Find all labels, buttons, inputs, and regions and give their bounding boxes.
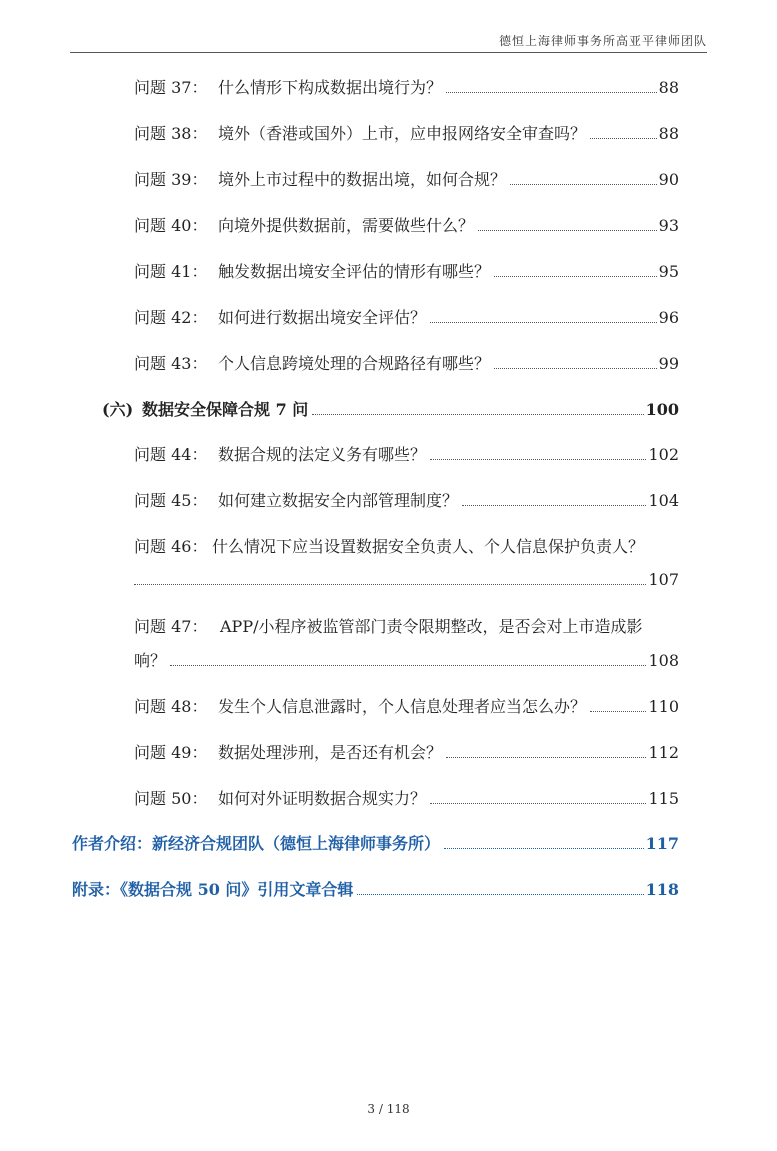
running-header: 德恒上海律师事务所高亚平律师团队: [498, 34, 707, 48]
toc-title: 向境外提供数据前，需要做些什么？: [218, 216, 475, 235]
dot-leader: [478, 229, 657, 231]
toc-page: 90: [658, 170, 679, 189]
toc-page: 118: [645, 880, 679, 899]
toc-title: 数据合规的法定义务有哪些？: [218, 445, 427, 464]
toc-title-continued: 响？: [134, 651, 167, 670]
toc-entry-q37[interactable]: [134, 78, 679, 98]
toc-page: 99: [658, 354, 679, 373]
toc-entry-q46-line1[interactable]: [134, 537, 679, 557]
toc-number: (六): [102, 400, 134, 419]
toc-entry-q38[interactable]: [134, 124, 679, 144]
dot-leader: [494, 367, 657, 369]
toc-entry-q46-line2[interactable]: [134, 570, 679, 590]
dot-leader: [430, 321, 657, 323]
toc-page: 95: [658, 262, 679, 281]
toc-number: 问题 42：: [134, 308, 208, 327]
toc-title: 境外（香港或国外）上市，应申报网络安全审查吗？: [218, 124, 587, 143]
toc-page: 104: [648, 491, 679, 510]
toc-number: 问题 46：: [134, 537, 208, 556]
page-indicator: 3 / 118: [367, 1102, 410, 1116]
dot-leader: [134, 583, 646, 585]
toc-title: 什么情形下构成数据出境行为？: [218, 78, 443, 97]
toc-entry-q42[interactable]: [134, 308, 679, 328]
dot-leader: [446, 91, 657, 93]
toc-page: 115: [648, 789, 679, 808]
toc-page: 110: [648, 697, 679, 716]
toc-title: 触发数据出境安全评估的情形有哪些？: [218, 262, 491, 281]
toc-number: 问题 48：: [134, 697, 208, 716]
dot-leader: [430, 802, 646, 804]
dot-leader: [444, 847, 644, 849]
toc-number: 问题 44：: [134, 445, 208, 464]
toc-page: 108: [648, 651, 679, 670]
toc-entry-q40[interactable]: [134, 216, 679, 236]
toc-number: 问题 45：: [134, 491, 208, 510]
toc-page: 88: [658, 124, 679, 143]
toc-number: 问题 49：: [134, 743, 208, 762]
toc-entry-q41[interactable]: [134, 262, 679, 282]
toc-entry-q43[interactable]: [134, 354, 679, 374]
toc-entry-q47-line2[interactable]: [134, 651, 679, 671]
dot-leader: [590, 137, 657, 139]
toc-title: 境外上市过程中的数据出境，如何合规？: [218, 170, 507, 189]
toc-entry-author-intro[interactable]: [72, 834, 679, 854]
toc-section-6[interactable]: [102, 400, 679, 420]
dot-leader: [357, 893, 643, 895]
toc-title: 如何进行数据出境安全评估？: [218, 308, 427, 327]
toc-number: 问题 43：: [134, 354, 208, 373]
dot-leader: [312, 413, 643, 415]
toc-title: 数据安全保障合规 7 问: [142, 400, 309, 419]
toc-entry-q39[interactable]: [134, 170, 679, 190]
dot-leader: [170, 664, 646, 666]
toc-entry-appendix[interactable]: [72, 880, 679, 900]
toc-entry-q50[interactable]: [134, 789, 679, 809]
dot-leader: [462, 504, 646, 506]
toc-page: 112: [648, 743, 679, 762]
toc-title: 如何对外证明数据合规实力？: [218, 789, 427, 808]
dot-leader: [446, 756, 646, 758]
header-rule: [70, 52, 707, 53]
dot-leader: [494, 275, 657, 277]
toc-title: 发生个人信息泄露时，个人信息处理者应当怎么办？: [218, 697, 587, 716]
toc-title: 什么情况下应当设置数据安全负责人、个人信息保护负责人？: [212, 537, 645, 556]
dot-leader: [430, 458, 646, 460]
toc-entry-q48[interactable]: [134, 697, 679, 717]
dot-leader: [510, 183, 657, 185]
toc-entry-q44[interactable]: [134, 445, 679, 465]
toc-title: 附录：《数据合规 50 问》引用文章合辑: [72, 880, 354, 899]
toc-title: 作者介绍：新经济合规团队（德恒上海律师事务所）: [72, 834, 441, 853]
toc-entry-q49[interactable]: [134, 743, 679, 763]
toc-page: 93: [658, 216, 679, 235]
toc-title: 数据处理涉刑，是否还有机会？: [218, 743, 443, 762]
toc-number: 问题 37：: [134, 78, 208, 97]
toc-title: 个人信息跨境处理的合规路径有哪些？: [218, 354, 491, 373]
toc-page: 107: [648, 570, 679, 589]
toc-number: 问题 50：: [134, 789, 208, 808]
toc-number: 问题 41：: [134, 262, 208, 281]
dot-leader: [590, 710, 646, 712]
toc-entry-q47-line1[interactable]: [134, 617, 679, 637]
toc-number: 问题 40：: [134, 216, 208, 235]
toc-number: 问题 39：: [134, 170, 208, 189]
toc-number: 问题 38：: [134, 124, 208, 143]
toc-page: 96: [658, 308, 679, 327]
toc-page: 100: [645, 400, 679, 419]
toc-title: 如何建立数据安全内部管理制度？: [218, 491, 459, 510]
toc-title: APP/小程序被监管部门责令限期整改，是否会对上市造成影: [220, 617, 643, 636]
toc-page: 102: [648, 445, 679, 464]
toc-page: 88: [658, 78, 679, 97]
toc-number: 问题 47：: [134, 617, 208, 636]
toc-entry-q45[interactable]: [134, 491, 679, 511]
toc-page: 117: [645, 834, 679, 853]
